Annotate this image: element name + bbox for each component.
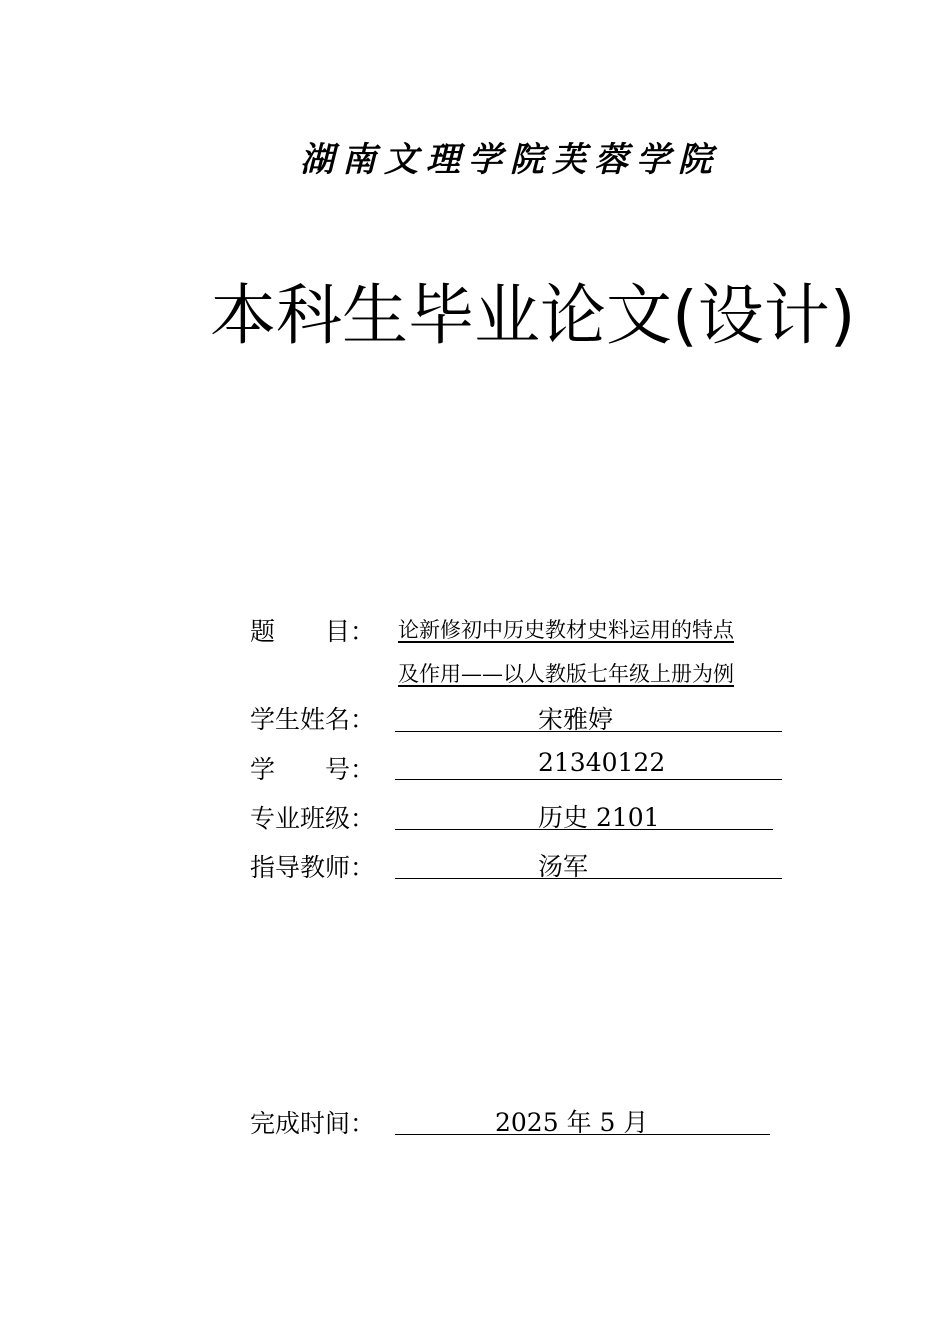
student-name-label: 学生姓名： [250,705,376,734]
thesis-title-line-2: 及作用——以人教版七年级上册为例 [398,662,734,686]
student-name-underline [395,698,782,732]
thesis-title-label: 题 目： [250,617,376,646]
completion-time-value: 2025 年 5 月 [495,1108,649,1137]
document-type-title: 本科生毕业论文(设计) [210,277,856,354]
major-class-value: 历史 2101 [538,803,660,832]
student-id-label: 学 号： [250,755,376,784]
advisor-value: 汤军 [538,852,589,881]
thesis-title-line-1: 论新修初中历史教材史料运用的特点 [398,618,734,642]
advisor-underline [395,845,782,879]
institution-name: 湖南文理学院芙蓉学院 [300,140,720,180]
completion-time-underline [395,1101,770,1135]
student-id-underline [395,746,782,780]
major-class-label: 专业班级： [250,804,376,833]
student-name-value: 宋雅婷 [538,705,614,734]
completion-time-label: 完成时间： [250,1109,376,1138]
major-class-underline [395,796,773,830]
advisor-label: 指导教师： [250,853,376,882]
student-id-value: 21340122 [538,748,666,777]
